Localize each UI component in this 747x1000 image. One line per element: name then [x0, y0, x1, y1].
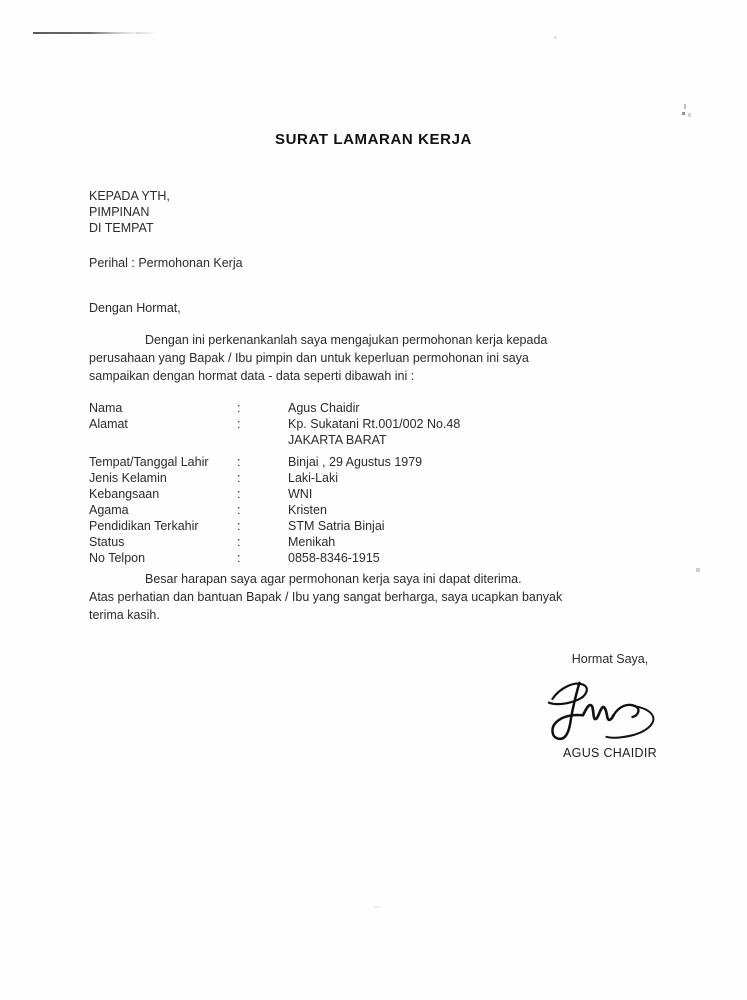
- applicant-data-table: [89, 400, 460, 566]
- data-label-empty: [89, 432, 237, 448]
- data-separator: :: [237, 401, 241, 415]
- scan-speck: [374, 906, 380, 908]
- data-value: Kristen: [288, 503, 327, 517]
- table-row: [89, 416, 460, 432]
- data-separator: :: [237, 471, 241, 485]
- data-label: Pendidikan Terkahir: [89, 519, 199, 533]
- data-label: No Telpon: [89, 551, 146, 565]
- data-value: 0858-8346-1915: [288, 551, 380, 565]
- data-separator: :: [237, 551, 241, 565]
- scan-speck: [688, 113, 691, 117]
- data-value: WNI: [288, 487, 313, 501]
- closing-line-3: terima kasih.: [89, 608, 160, 622]
- table-row: [89, 470, 460, 486]
- data-separator: :: [237, 503, 241, 517]
- data-label: Nama: [89, 401, 123, 415]
- table-row: [89, 454, 460, 470]
- data-separator-empty: [237, 432, 288, 448]
- data-separator: :: [237, 417, 241, 431]
- data-value: Laki-Laki: [288, 471, 339, 485]
- table-row: [89, 502, 460, 518]
- salutation: Dengan Hormat,: [89, 301, 181, 315]
- scan-artifact-line-tail: [136, 32, 158, 34]
- table-row: [89, 400, 460, 416]
- scan-speck: [696, 568, 700, 572]
- data-separator: :: [237, 535, 241, 549]
- data-label: Status: [89, 535, 125, 549]
- data-separator: :: [237, 487, 241, 501]
- closing-line-1: Besar harapan saya agar permohonan kerja saya ini dapat diterima.: [145, 572, 522, 586]
- data-value: STM Satria Binjai: [288, 519, 385, 533]
- table-row: [89, 486, 460, 502]
- data-separator: :: [237, 455, 241, 469]
- data-label: Alamat: [89, 417, 128, 431]
- data-value: Kp. Sukatani Rt.001/002 No.48: [288, 417, 461, 431]
- signature-regards: Hormat Saya,: [571, 652, 649, 666]
- addressee-block: [89, 188, 170, 236]
- scan-speck: [554, 36, 557, 39]
- table-row: [89, 550, 460, 566]
- scan-artifact-line: [33, 32, 136, 34]
- addressee-line-1: KEPADA YTH,: [89, 189, 170, 203]
- addressee-line-2: PIMPINAN: [89, 205, 150, 219]
- addressee-line-3: DI TEMPAT: [89, 221, 154, 235]
- scan-speck: [682, 112, 685, 115]
- data-label: Agama: [89, 503, 129, 517]
- data-label: Jenis Kelamin: [89, 471, 167, 485]
- data-separator: :: [237, 519, 241, 533]
- intro-paragraph: [89, 331, 589, 385]
- closing-line-2: Atas perhatian dan bantuan Bapak / Ibu yang sangat berharga, saya ucapkan banyak: [89, 590, 563, 604]
- data-value-second-line: JAKARTA BARAT: [288, 433, 387, 447]
- signature-block: [520, 652, 700, 760]
- handwritten-signature: [520, 672, 682, 744]
- data-value: Menikah: [288, 535, 336, 549]
- intro-paragraph-text: Dengan ini perkenankanlah saya mengajukan permohonan kerja kepada perusahaan yang Bapak / Ibu pimpin dan untuk keperluan permohonan ini saya sampaikan dengan hormat data - data seperti dibawah ini :: [89, 333, 548, 383]
- signature-name: AGUS CHAIDIR: [563, 746, 657, 760]
- table-row: [89, 518, 460, 534]
- data-value: Agus Chaidir: [288, 401, 360, 415]
- page-title: SURAT LAMARAN KERJA: [275, 131, 472, 148]
- data-label: Tempat/Tanggal Lahir: [89, 455, 209, 469]
- closing-paragraph: [89, 570, 589, 624]
- data-label: Kebangsaan: [89, 487, 160, 501]
- scan-speck: [684, 104, 686, 109]
- subject-line: Perihal : Permohonan Kerja: [89, 256, 243, 270]
- data-value: Binjai , 29 Agustus 1979: [288, 455, 423, 469]
- table-row: [89, 534, 460, 550]
- table-row-continuation: [89, 432, 460, 448]
